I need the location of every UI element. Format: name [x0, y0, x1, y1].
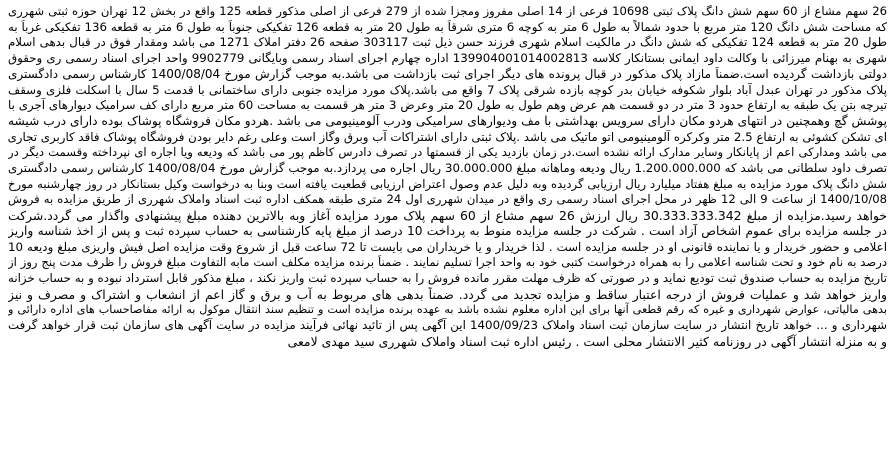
notice-line: در جلسه مزایده برای عموم اشخاص آزاد است . شرکت در جلسه مزایده منوط به پرداخت 10 درصد از مبلغ پایه کارشناسی به حساب سپرده ثبت و پس از اخذ شناسه واریز	[8, 223, 887, 238]
notice-line: که مساحت شش دانگ 120 متر مربع با حدود شمالاً به طول 6 متر به کوچه 6 متری شرقاً به طول 20 متر به قطعه 126 تفکیکی جنوباً به طول 6 متر به قطعه 136 تفکیکی غرباً به	[8, 19, 887, 34]
notice-line: طول 20 متر به قطعه 124 تفکیکی که شش دانگ در مالکیت اسلام شهری فرزند حسن ذیل ثبت 303117 صفحه 26 دفتر املاک 1271 می باشد ومقدار فوق در قبال بدهی اسلام	[8, 35, 887, 50]
notice-line: 1400/10/08 از ساعت 9 الی 12 ظهر در محل اجرای اسناد رسمی ری واقع در میدان شهرری اول 24 متری طبقه همکف اداره ثبت اسناد واملاک شهرری از طریق مزایده به فروش	[8, 192, 887, 207]
notice-line: واریز خواهد شد و عملیات فروش از درجه اعتبار ساقط و مزایده تجدید می گردد. ضمناً بدهی های مربوط به آب و برق و گاز اعم از انشعاب و اشتراک و مصرف و نیز	[8, 286, 887, 302]
notice-line: پلاک مذکور در تهران عبدل آباد بلوار شکوفه خیابان بدر کوچه بازده شرقی پلاک 7 واقع می باشد.پلاک مورد مزایده جنوبی دارای ساختمانی با قدمت 5 سال با اسکلت فلزی وسقف	[8, 82, 887, 97]
notice-line: و به منزله انتشار آگهی در روزنامه کثیر الانتشار محلی است . رئیس اداره ثبت اسناد واملاک شهرری سید مهدی لامعی	[287, 333, 887, 349]
notice-line: بدهی مالیاتی، عوارض شهرداری و غیره که رقم قطعی آنها برای این اداره معلوم نشده باشد به عهده برنده مزایده است و تنظیم سند انتقال موکول به ارائه مفاصاحساب های اداره دارائی و	[8, 303, 887, 317]
notice-line: می باشد ومدارکی اعم از پایانکار وسایر مدارک ارائه نشده است.در زمان بازدید یکی از قسمتها در تصرف دادرس کاظم پور می باشد که ودیعه ویا اجاره ای نپرداخته وقسمت دیگر در	[8, 145, 887, 160]
notice-line: شش دانگ پلاک مورد مزایده به مبلغ هفتاد میلیارد ریال ارزیابی گردیده وبه دلیل عدم وصول اعتراض ارزیابی قطعیت یافته است وبنا به درخواست وکیل بستانکار در روز چهارشنبه مورخ	[8, 176, 887, 191]
notice-line: 26 سهم مشاع از 60 سهم شش دانگ پلاک ثبتی 10698 فرعی از 14 اصلی مفروز ومجزا شده از 279 فرعی از اصلی مذکور قطعه 125 واقع در بخش 12 تهران حوزه ثبتی شهرری	[8, 4, 887, 18]
notice-line: تیرچه بتن یک طبقه به ارتفاع حدود 3 متر در دو قسمت هم عرض وهم طول به طول 20 متر وعرض 3 متر هر قسمت به مساحت 60 متر مربع دارای کف سرامیک دیوارهای آجری با	[8, 98, 887, 113]
notice-line: درصد به نام خود و تحت شناسه اعلامی را به همراه درخواست کتبی خود به واحد اجرا تسلیم نمایند . ضمناً برنده مزایده مکلف است مابه التفاوت مبلغ فروش را ظرف مدت پنج روز از	[8, 255, 887, 270]
notice-line: شهری به بهنام میرزائی با وکالت داود ایمانی بستانکار کلاسه 139904001014002813 اداره چهارم اجرای اسناد رسمی وبایگانی 9902779 واحد اجرای اسناد رسمی ری وحقوق	[8, 51, 887, 66]
notice-line: خواهد رسید.مزایده از مبلغ 30.333.333.342 ریال ارزش 26 سهم مشاع از 60 سهم پلاک مورد مزایده آغاز وبه بالاترین دهنده مبلغ پیشنهادی واگذار می گردد.شرکت	[8, 208, 887, 224]
notice-line: شهرداری و ... خواهد تاریخ انتشار در سایت سازمان ثبت اسناد واملاک 1400/09/23 این آگهی پس از تائید نهائی فرآیند مزایده در سایت آگهی های سازمان ثبت قرار خواهد گرفت	[8, 318, 887, 333]
notice-line: اعلامی و حضور خریدار و یا نماینده قانونی او در جلسه مزایده است . لذا خریدار و یا خریداران می بایست تا 72 ساعت قبل از شروع وقت مزایده اصل فیش واریزی مبلغ ودیعه 10	[8, 239, 887, 254]
notice-line: ای تشکن کشوئی به ارتفاع 2.5 متر وکرکره آلومینیومی اتو ماتیک می باشد .پلاک ثبتی دارای اشتراکات آب وبرق وگاز است وعلی رغم دایر بودن فروشگاه پوشاک فاقد کاربری تجاری	[8, 129, 887, 144]
notice-line: تصرف داود سلطانی می باشد که 1.200.000.000 ریال ودیعه وماهانه مبلغ 30.000.000 ریال اجاره می پردازد.به موجب گزارش مورخ 1400/08/04 کارشناس رسمی دادگستری	[8, 161, 887, 176]
notice-line: تاریخ مزایده به حساب صندوق ثبت تودیع نماید و در صورتی که ظرف مهلت مقرر مانده فروش را به حساب سپرده ثبت واریز نکند ، مبلغ مذکور قابل استرداد نبوده و به حساب خزانه	[8, 270, 887, 285]
notice-line: پوشش گچ وهمچنین در انتهای هردو مکان دارای سرویس بهداشتی با مف ودیوارهای سرامیکی ودرب آلومینیومی می باشد .هردو مکان فروشگاه پوشاک بوده دارای درب شیشه	[8, 113, 887, 128]
notice-line: دولتی بازداشت گردیده است.ضمناً مازاد پلاک مذکور در قبال پرونده های دیگر اجرای ثبت بازداشت می باشد.به موجب گزارش مورخ 1400/08/04 کارشناس رسمی دادگستری	[8, 66, 887, 81]
